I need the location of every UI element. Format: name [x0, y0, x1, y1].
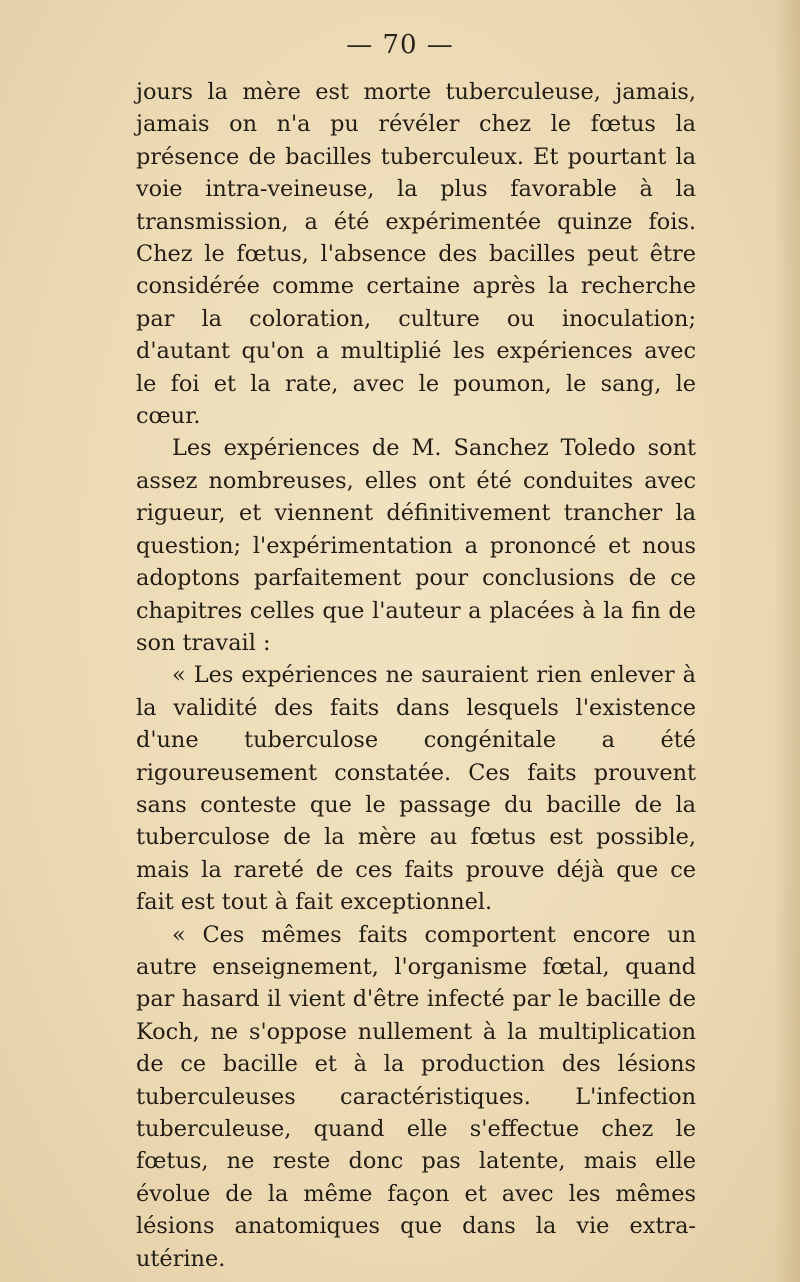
body-text — [136, 76, 696, 1275]
paragraph-2: Les expériences de M. Sanchez Toledo sont assez nombreuses, elles ont été conduites avec rigueur, et viennent définitivement trancher la question; l'expérimentation a prononcé et nous adoptons parfaitement pour conclusions de ce chapitres celles que l'auteur a placées à la fin de son travail : — [136, 435, 696, 656]
page-number: — 70 — — [346, 30, 454, 60]
paragraph-3-quote: « Les expériences ne sauraient rien enlever à la validité des faits dans lesquels l'existence d'une tuberculose congénitale a été rigoureusement constatée. Ces faits prouvent sans conteste que le passage du bacille de la tuberculose de la mère au fœtus est possible, mais la rareté de ces faits prouve déjà que ce fait est tout à fait exceptionnel. — [136, 662, 696, 916]
paragraph-4-quote: « Ces mêmes faits comportent encore un autre enseignement, l'organisme fœtal, quand par hasard il vient d'être infecté par le bacille de Koch, ne s'oppose nullement à la multiplication de ce bacille et à la production des lésions tuberculeuses caractéristiques. L'infection tuberculeuse, quand elle s'effectue chez le fœtus, ne reste donc pas latente, mais elle évolue de la même façon et avec les mêmes lésions anatomiques que dans la vie extra-utérine. — [136, 921, 696, 1272]
page-edge-shadow — [774, 0, 800, 1282]
paragraph-1: jours la mère est morte tuberculeuse, jamais, jamais on n'a pu révéler chez le fœtus la présence de bacilles tuberculeux. Et pourtant la voie intra-veineuse, la plus favorable à la transmission, a été expérimentée quinze fois. Chez le fœtus, l'absence des bacilles peut être considérée comme certaine après la recherche par la coloration, culture ou inoculation; d'autant qu'on a multiplié les expériences avec le foi et la rate, avec le poumon, le sang, le cœur. — [136, 79, 696, 430]
